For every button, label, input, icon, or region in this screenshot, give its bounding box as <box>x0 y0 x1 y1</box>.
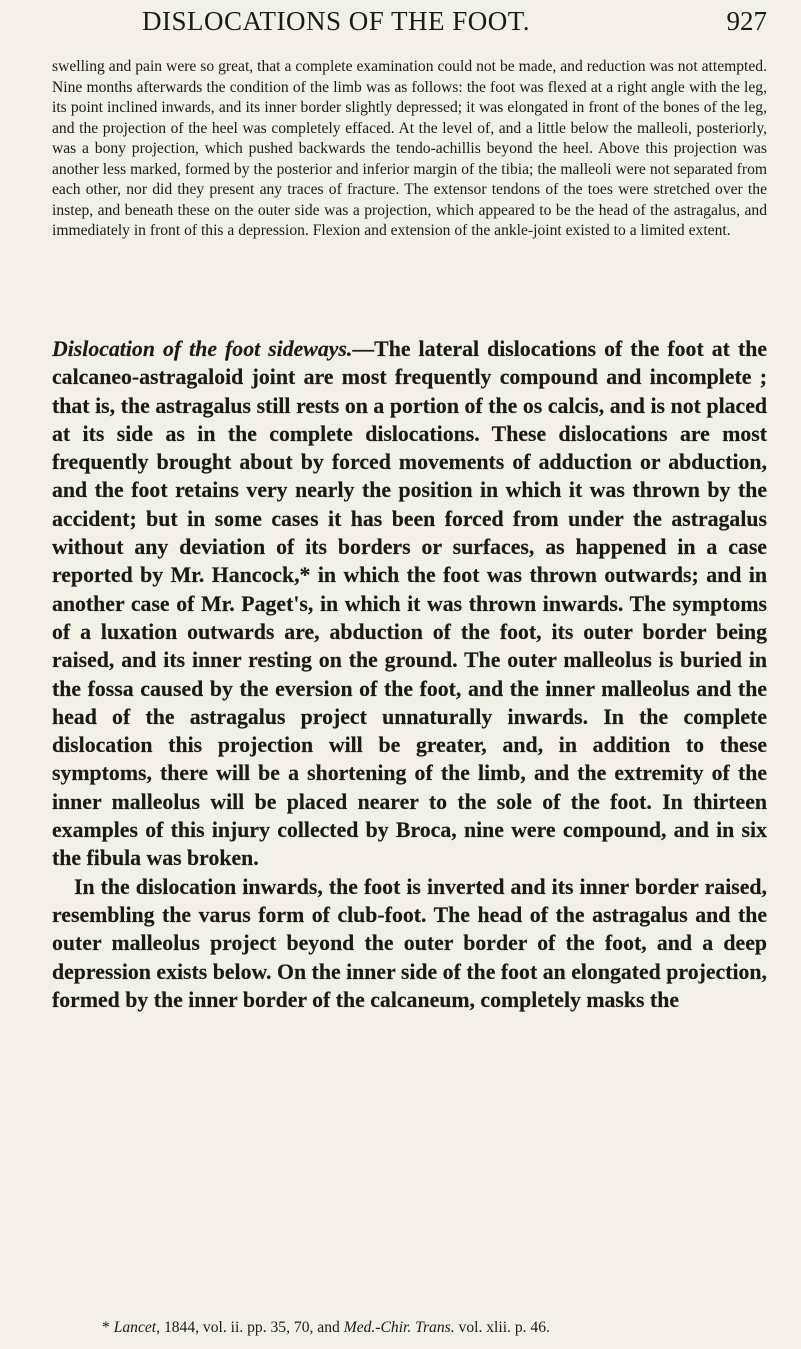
running-title: DISLOCATIONS OF THE FOOT. <box>142 6 531 36</box>
footnote-reference-2: vol. xlii. p. 46. <box>454 1319 550 1336</box>
section-paragraph <box>52 335 767 873</box>
running-head <box>52 6 767 46</box>
continued-case-paragraph: swelling and pain were so great, that a complete examination could not be made, and reduction was not attempted. Nine months afterwards the condition of the limb was as follows: the foot was flexed at a right angle with the leg, its point inclined inwards, and its inner border slightly depressed; it was elongated in front of the bones of the leg, and the projection of the heel was completely effaced. At the level of, and a little below the malleoli, posteriorly, was a bony projection, which pushed backwards the tendo-achillis beyond the heel. Above this projection was another less marked, formed by the posterior and inferior margin of the tibia; the malleoli were not separated from each other, nor did they present any traces of fracture. The extensor tendons of the toes were stretched over the instep, and beneath these on the outer side was a projection, which appeared to be the head of the astragalus, and immediately in front of this a depression. Flexion and extension of the ankle-joint existed to a limited extent. <box>52 58 767 239</box>
page-number: 927 <box>726 6 767 36</box>
footnote-journal-lancet: Lancet, <box>113 1319 161 1336</box>
footnote <box>102 1318 767 1338</box>
footnote-reference-1: 1844, vol. ii. pp. 35, 70, and <box>160 1319 344 1336</box>
section-paragraph-text: —The lateral dislocations of the foot at the calcaneo-astragaloid joint are most frequently compound and incomplete ; that is, the astragalus still rests on a portion of the os calcis, and is not placed at its side as in the complete dislocations. These dislocations are most frequently brought about by forced movements of adduction or abduction, and the foot retains very nearly the position in which it was thrown by the accident; but in some cases it has been forced from under the astragalus without any deviation of its borders or surfaces, as happened in a case reported by Mr. Hancock,* in which the foot was thrown outwards; and in another case of Mr. Paget's, in which it was thrown inwards. The symptoms of a luxation outwards are, abduction of the foot, its outer border being raised, and its inner resting on the ground. The outer malleolus is buried in the fossa caused by the eversion of the foot, and the inner malleolus and the head of the astragalus project unnaturally inwards. In the complete dislocation this projection will be greater, and, in addition to these symptoms, there will be a shortening of the limb, and the extremity of the inner malleolus will be placed nearer to the sole of the foot. In thirteen examples of this injury collected by Broca, nine were compound, and in six the fibula was broken. <box>52 337 767 871</box>
third-paragraph: In the dislocation inwards, the foot is inverted and its inner border raised, resembling the varus form of club-foot. The head of the astragalus and the outer malleolus project beyond the outer border of the foot, and a deep depression exists below. On the inner side of the foot an elongated projection, formed by the inner border of the calcaneum, completely masks the <box>52 874 767 1012</box>
footnote-journal-medchir: Med.-Chir. Trans. <box>343 1319 455 1336</box>
main-text-block <box>52 335 767 1014</box>
footnote-marker: * <box>102 1319 110 1336</box>
section-heading: Dislocation of the foot sideways. <box>52 337 353 361</box>
